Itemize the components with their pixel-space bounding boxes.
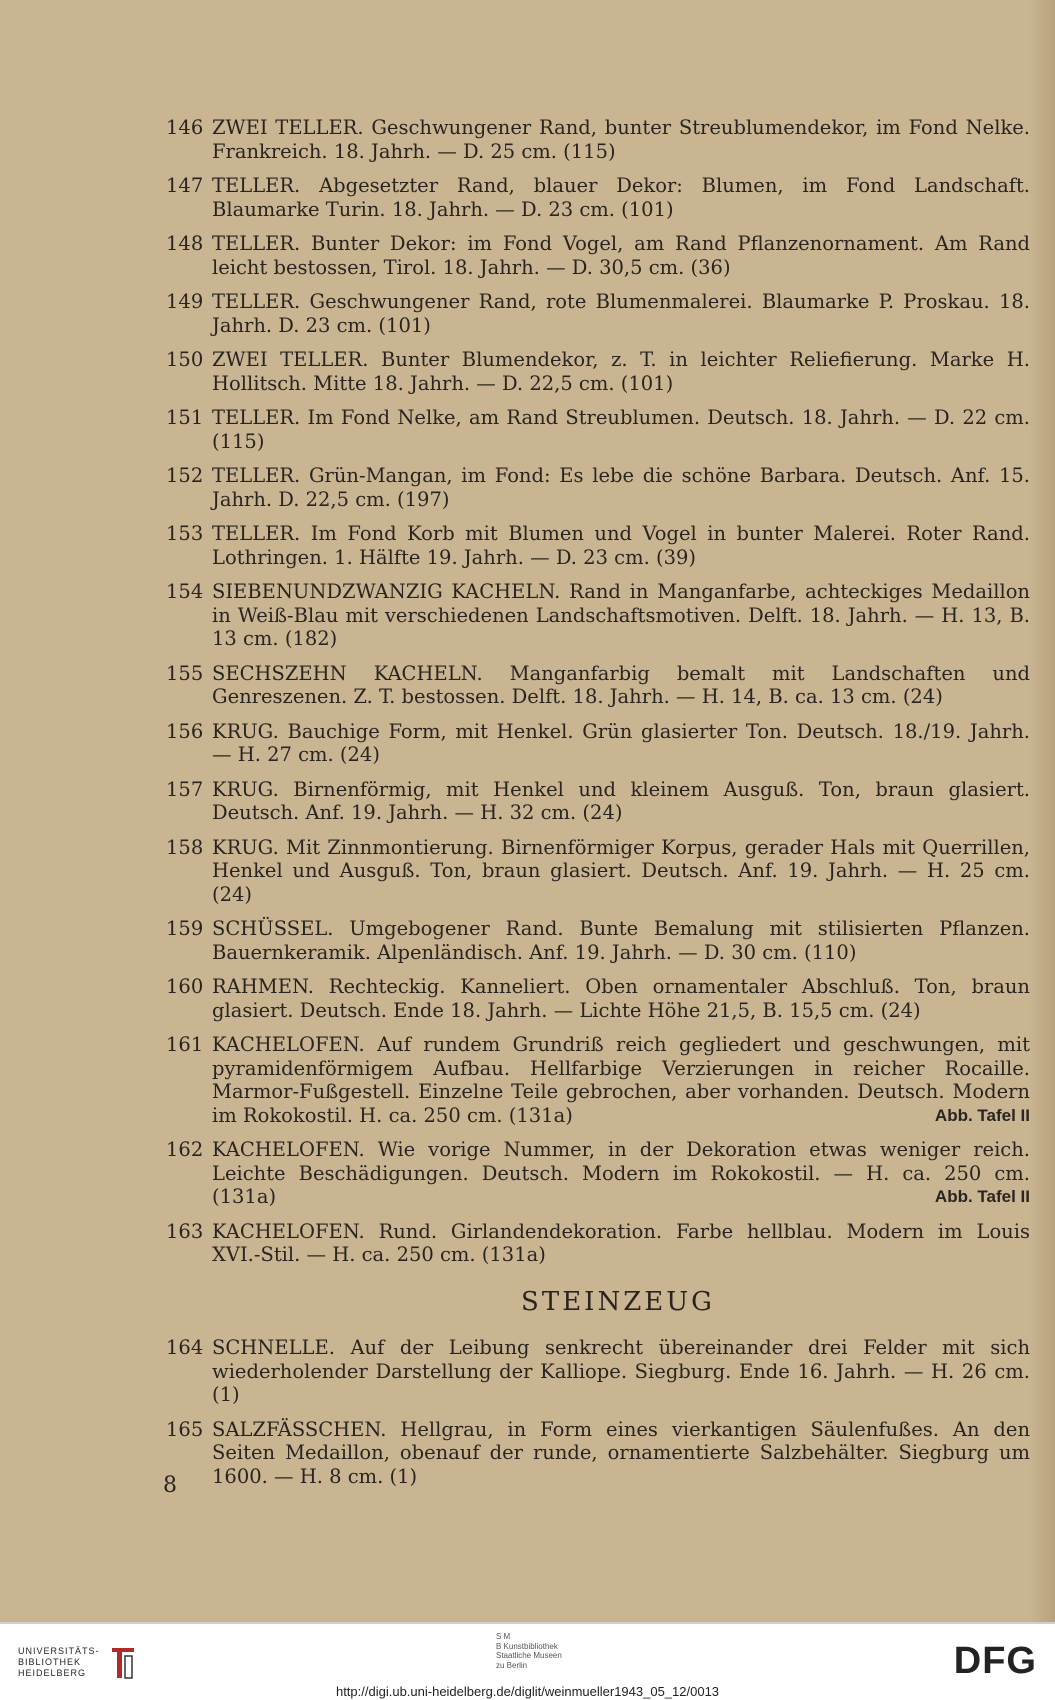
entry-description: SCHÜSSEL. Umgebogener Rand. Bunte Bemalung mit stilisierten Pflanzen. Bauernkeramik. Alpenländisch. Anf. 19. Jahrh. — D. 30 cm. (110) bbox=[212, 917, 1030, 964]
entry-description-block bbox=[212, 836, 1030, 907]
museum-library-stamp bbox=[496, 1632, 562, 1670]
entry-number: 149 bbox=[166, 290, 204, 313]
entry-number: 155 bbox=[166, 661, 204, 685]
entry-description: KACHELOFEN. Wie vorige Nummer, in der Dekoration etwas weniger reich. Leichte Beschädigungen. Deutsch. Modern im Rokokostil. — H. ca. 250 cm. (131a) bbox=[212, 1138, 1030, 1208]
entry-number: 163 bbox=[166, 1219, 204, 1243]
catalogue-entry bbox=[166, 348, 1030, 395]
catalogue-entry bbox=[166, 290, 1030, 337]
entry-number: 160 bbox=[166, 975, 204, 998]
entry-description: KRUG. Birnenförmig, mit Henkel und kleinem Ausguß. Ton, braun glasiert. Deutsch. Anf. 19. Jahrh. — H. 32 cm. (24) bbox=[212, 777, 1030, 824]
catalogue-entry bbox=[166, 406, 1030, 453]
entry-description: KRUG. Mit Zinnmontierung. Birnenförmiger Korpus, gerader Hals mit Querrillen, Henkel und Ausguß. Ton, braun glasiert. Deutsch. Anf. 19. Jahrh. — H. 25 cm. (24) bbox=[212, 835, 1030, 906]
university-emblem-icon bbox=[108, 1642, 138, 1682]
footer-divider bbox=[0, 1622, 1055, 1624]
catalogue-entry bbox=[166, 975, 1030, 1022]
entry-description-block bbox=[212, 174, 1030, 221]
catalogue-list bbox=[166, 116, 1030, 1499]
entry-number: 159 bbox=[166, 917, 204, 940]
university-line: BIBLIOTHEK bbox=[18, 1656, 82, 1667]
dfg-logo[interactable]: DFG bbox=[953, 1640, 1037, 1682]
entry-description: KRUG. Bauchige Form, mit Henkel. Grün glasierter Ton. Deutsch. 18./19. Jahrh. — H. 27 cm. (24) bbox=[212, 719, 1030, 766]
university-line: HEIDELBERG bbox=[18, 1667, 87, 1678]
entries-stoneware bbox=[166, 1336, 1030, 1488]
section-heading: STEINZEUG bbox=[521, 1286, 715, 1317]
entry-description-block bbox=[212, 348, 1030, 395]
catalogue-entry bbox=[166, 522, 1030, 569]
page-number: 8 bbox=[163, 1473, 177, 1498]
entry-number: 146 bbox=[166, 116, 204, 139]
entry-number: 147 bbox=[166, 174, 204, 197]
entry-number: 157 bbox=[166, 777, 204, 801]
catalogue-entry bbox=[166, 917, 1030, 964]
catalogue-entry bbox=[166, 1418, 1030, 1489]
plate-reference: Abb. Tafel II bbox=[934, 1187, 1030, 1206]
university-line: UNIVERSITÄTS- bbox=[18, 1645, 100, 1656]
page-edge-shadow bbox=[1029, 0, 1055, 1622]
entry-description: SCHNELLE. Auf der Leibung senkrecht übereinander drei Felder mit sich wiederholender Darstellung der Kalliope. Siegburg. Ende 16. Jahrh. — H. 26 cm. (1) bbox=[212, 1336, 1030, 1406]
entry-description: KACHELOFEN. Rund. Girlandendekoration. Farbe hellblau. Modern im Louis XVI.-Stil. — H. ca. 250 cm. (131a) bbox=[212, 1219, 1030, 1266]
university-library-logo[interactable] bbox=[18, 1642, 138, 1682]
entry-description-block bbox=[212, 778, 1030, 825]
catalogue-entry bbox=[166, 116, 1030, 163]
entry-number: 150 bbox=[166, 348, 204, 371]
catalogue-entry bbox=[166, 1033, 1030, 1127]
entry-description-block bbox=[212, 720, 1030, 767]
entry-description-block bbox=[212, 232, 1030, 279]
catalogue-entry bbox=[166, 1138, 1030, 1209]
entry-number: 153 bbox=[166, 522, 204, 545]
entry-description-block bbox=[212, 1033, 1030, 1127]
entry-description-block bbox=[212, 116, 1030, 163]
entry-description: TELLER. Im Fond Nelke, am Rand Streublumen. Deutsch. 18. Jahrh. — D. 22 cm. (115) bbox=[212, 406, 1030, 453]
catalogue-entry bbox=[166, 580, 1030, 651]
entry-description-block bbox=[212, 406, 1030, 453]
catalogue-entry bbox=[166, 662, 1030, 709]
stamp-line: B Kunstbibliothek bbox=[496, 1641, 558, 1651]
entry-number: 164 bbox=[166, 1336, 204, 1359]
entry-description-block bbox=[212, 917, 1030, 964]
entry-description-block bbox=[212, 464, 1030, 511]
catalogue-entry bbox=[166, 836, 1030, 907]
entry-description: KACHELOFEN. Auf rundem Grundriß reich gegliedert und geschwungen, mit pyramidenförmigem Aufbau. Hellfarbige Verzierungen in reicher Rocaille. Marmor-Fußgestell. Einzelne Teile gebrochen, aber vorhanden. Deutsch. Modern im Rokokostil. H. ca. 250 cm. (131a) bbox=[212, 1033, 1030, 1127]
entry-description: TELLER. Grün-Mangan, im Fond: Es lebe die schöne Barbara. Deutsch. Anf. 15. Jahrh. D. 22,5 cm. (197) bbox=[212, 464, 1030, 511]
entry-description-block bbox=[212, 1220, 1030, 1267]
plate-reference: Abb. Tafel II bbox=[934, 1105, 1030, 1125]
catalogue-entry bbox=[166, 1336, 1030, 1407]
entry-description: TELLER. Geschwungener Rand, rote Blumenmalerei. Blaumarke P. Proskau. 18. Jahrh. D. 23 cm. (101) bbox=[212, 290, 1030, 337]
entry-description: SALZFÄSSCHEN. Hellgrau, in Form eines vierkantigen Säulenfußes. An den Seiten Medaillon, obenauf der runde, ornamentierte Salzbehälter. Siegburg um 1600. — H. 8 cm. (1) bbox=[212, 1417, 1030, 1488]
entry-description: TELLER. Im Fond Korb mit Blumen und Vogel in bunter Malerei. Roter Rand. Lothringen. 1. Hälfte 19. Jahrh. — D. 23 cm. (39) bbox=[212, 522, 1030, 569]
entry-number: 158 bbox=[166, 835, 204, 859]
catalogue-entry bbox=[166, 174, 1030, 221]
entry-description-block bbox=[212, 290, 1030, 337]
entry-description-block bbox=[212, 662, 1030, 709]
university-library-name bbox=[18, 1646, 100, 1679]
entry-number: 148 bbox=[166, 232, 204, 255]
stamp-line: S M bbox=[496, 1632, 511, 1641]
entry-description: SIEBENUNDZWANZIG KACHELN. Rand in Manganfarbe, achteckiges Medaillon in Weiß-Blau mit verschiedenen Landschaftsmotiven. Delft. 18. Jahrh. — H. 13, B. 13 cm. (182) bbox=[212, 580, 1030, 650]
digitization-footer bbox=[0, 1622, 1055, 1700]
entry-description: RAHMEN. Rechteckig. Kanneliert. Oben ornamentaler Abschluß. Ton, braun glasiert. Deutsch. Ende 18. Jahrh. — Lichte Höhe 21,5, B. 15,5 cm. (24) bbox=[212, 975, 1030, 1022]
entry-description-block bbox=[212, 1418, 1030, 1489]
entry-number: 162 bbox=[166, 1138, 204, 1161]
catalogue-entry bbox=[166, 720, 1030, 767]
catalogue-entry bbox=[166, 1220, 1030, 1267]
source-url-link[interactable]: http://digi.ub.uni-heidelberg.de/diglit/weinmueller1943_05_12/0013 bbox=[335, 1684, 720, 1699]
entry-description: TELLER. Abgesetzter Rand, blauer Dekor: Blumen, im Fond Landschaft. Blaumarke Turin. 18. Jahrh. — D. 23 cm. (101) bbox=[212, 174, 1030, 221]
stamp-line: Staatliche Museen bbox=[496, 1651, 562, 1660]
catalogue-entry bbox=[166, 778, 1030, 825]
entry-description-block bbox=[212, 580, 1030, 651]
catalogue-entry bbox=[166, 232, 1030, 279]
entry-description-block bbox=[212, 522, 1030, 569]
entry-description: ZWEI TELLER. Bunter Blumendekor, z. T. in leichter Reliefierung. Marke H. Hollitsch. Mitte 18. Jahrh. — D. 22,5 cm. (101) bbox=[212, 348, 1030, 395]
entry-number: 151 bbox=[166, 406, 204, 429]
catalogue-entry bbox=[166, 464, 1030, 511]
entry-description-block bbox=[212, 975, 1030, 1022]
entry-number: 152 bbox=[166, 464, 204, 487]
entry-number: 156 bbox=[166, 719, 204, 743]
entry-description-block bbox=[212, 1336, 1030, 1407]
stamp-line: zu Berlin bbox=[496, 1660, 528, 1670]
entry-number: 161 bbox=[166, 1033, 204, 1056]
entry-number: 165 bbox=[166, 1417, 204, 1441]
entry-description: TELLER. Bunter Dekor: im Fond Vogel, am Rand Pflanzenornament. Am Rand leicht bestossen, Tirol. 18. Jahrh. — D. 30,5 cm. (36) bbox=[212, 232, 1030, 279]
entries-ceramics bbox=[166, 116, 1030, 1267]
entry-description: ZWEI TELLER. Geschwungener Rand, bunter Streublumendekor, im Fond Nelke. Frankreich. 18. Jahrh. — D. 25 cm. (115) bbox=[212, 116, 1030, 163]
entry-number: 154 bbox=[166, 580, 204, 603]
entry-description: SECHSZEHN KACHELN. Manganfarbig bemalt mit Landschaften und Genreszenen. Z. T. bestossen. Delft. 18. Jahrh. — H. 14, B. ca. 13 cm. (24) bbox=[212, 661, 1030, 708]
entry-description-block bbox=[212, 1138, 1030, 1209]
